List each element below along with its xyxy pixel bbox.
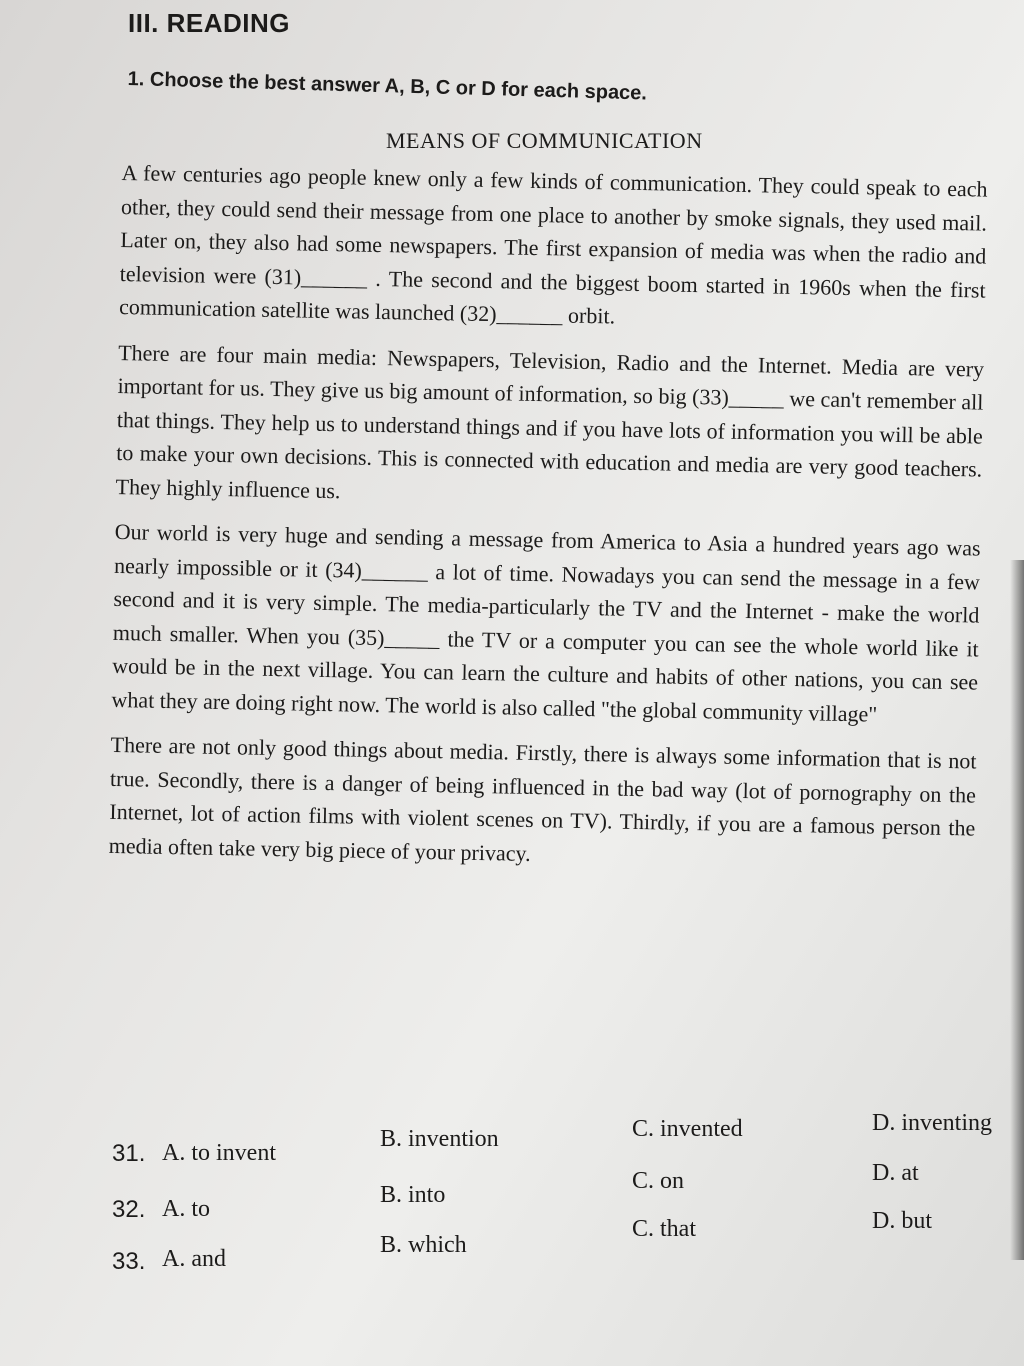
passage-paragraph-1: A few centuries ago people knew only a few kinds of communication. They could speak to each other, they could send their message from one place to another by smoke signals, they used mail. Later on, they also had some newspapers. The first expansion of media was when the radio and television were (31)______ . The second and the biggest boom started in 1960s when the first communication satellite was launched (32)______ orbit. [118, 159, 988, 329]
option-33-c: C. that [632, 1216, 696, 1242]
answer-options [112, 1110, 1012, 1290]
option-32-b: B. into [380, 1182, 446, 1208]
option-33-b: B. which [380, 1232, 467, 1258]
option-33-d: D. but [872, 1208, 932, 1234]
question-number-32: 32. [112, 1196, 146, 1223]
page-edge-shadow [1010, 560, 1024, 1260]
option-32-a: A. to [162, 1196, 210, 1222]
option-31-d: D. inventing [872, 1110, 992, 1136]
option-32-d: D. at [872, 1160, 919, 1186]
option-32-c: C. on [632, 1168, 685, 1194]
passage-paragraph-4: There are not only good things about media. Firstly, there is always some information that is not true. Secondly, there is a danger of being influenced in the bad way (lot of pornography on the Internet, lot of action films with violent scenes on TV). Thirdly, if you are a famous person the media often take very big piece of your privacy. [108, 731, 977, 866]
passage-body [108, 156, 988, 890]
passage-paragraph-3: Our world is very huge and sending a message from America to Asia a hundred years ago was nearly impossible or it (34)______ a lot of time. Nowadays you can send the message in a few second and it is very simple. The media-particularly the TV and the Internet - make the world much smaller. When you (35)_____ the TV or a computer you can see the whole world like it would be in the next village. You can learn the culture and habits of other nations, you can see what they are doing right now. The world is also called "the global community village" [111, 518, 981, 727]
option-33-a: A. and [162, 1246, 226, 1272]
instruction-text: 1. Choose the best answer A, B, C or D for each space. [127, 68, 648, 105]
question-number-31: 31. [112, 1140, 146, 1167]
option-31-c: C. invented [632, 1116, 743, 1142]
section-heading: III. READING [128, 8, 291, 38]
option-31-b: B. invention [380, 1126, 499, 1152]
passage-title: MEANS OF COMMUNICATION [386, 128, 703, 153]
option-31-a: A. to invent [162, 1140, 276, 1166]
question-number-33: 33. [112, 1248, 146, 1275]
passage-paragraph-2: There are four main media: Newspapers, Television, Radio and the Internet. Media are very important for us. They give us big amount of information, so big (33)_____ we can't remember all that things. They help us to understand things and if you have lots of information you will be able to make your own decisions. This is connected with education and media are very good teachers. They highly influence us. [115, 339, 985, 503]
